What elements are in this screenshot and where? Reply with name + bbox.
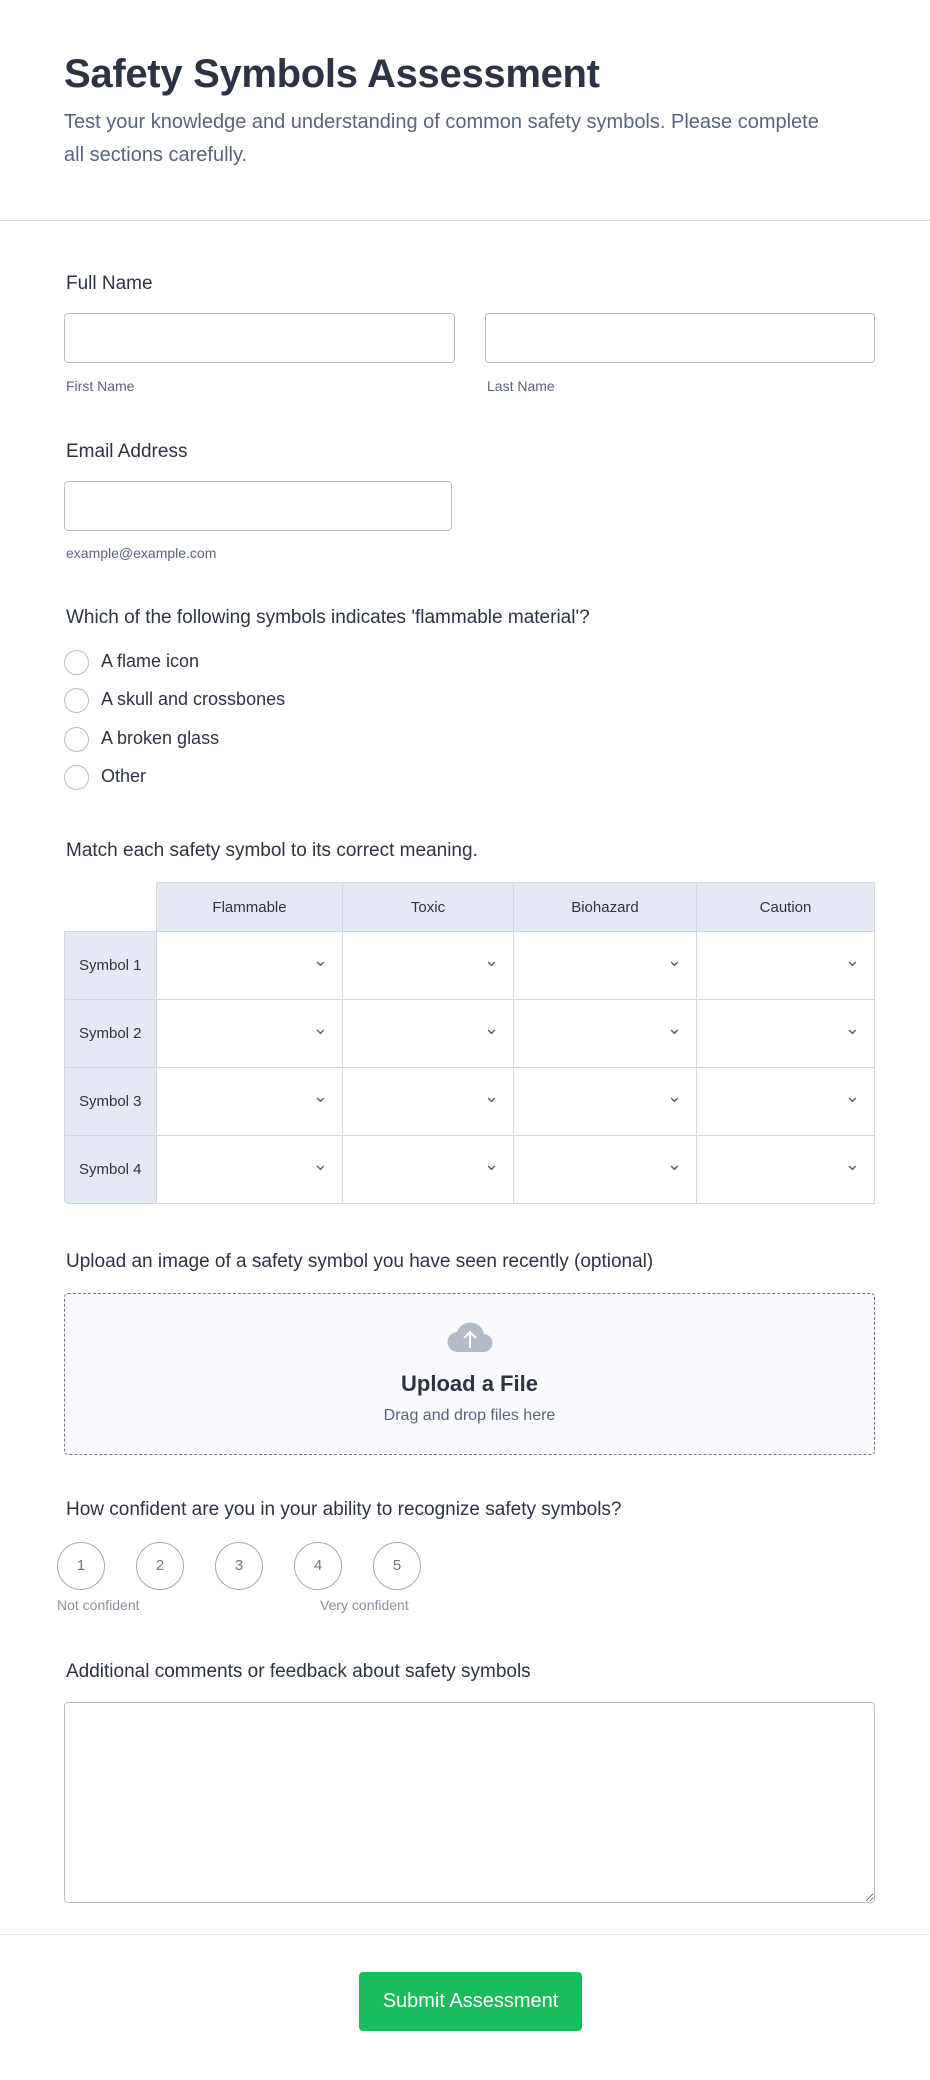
upload-hint: Drag and drop files here bbox=[383, 1407, 556, 1424]
chevron-down-icon: ⌄ bbox=[844, 1154, 860, 1174]
chevron-down-icon: ⌄ bbox=[483, 950, 499, 970]
chevron-down-icon: ⌄ bbox=[483, 1086, 499, 1106]
matrix-label: Match each safety symbol to its correct meaning. bbox=[66, 840, 478, 861]
radio-option-4[interactable] bbox=[64, 765, 89, 790]
chevron-down-icon: ⌄ bbox=[844, 950, 860, 970]
rating-min-label: Not confident bbox=[57, 1597, 140, 1613]
chevron-down-icon: ⌄ bbox=[666, 1018, 682, 1038]
email-input[interactable] bbox=[64, 481, 452, 531]
radio-option-label[interactable]: A flame icon bbox=[101, 651, 200, 671]
matrix-dropdown[interactable] bbox=[697, 1068, 875, 1136]
matrix-row bbox=[64, 1136, 875, 1204]
last-name-sublabel: Last Name bbox=[487, 378, 555, 394]
matrix-dropdown[interactable] bbox=[157, 1136, 343, 1204]
email-sublabel: example@example.com bbox=[66, 545, 217, 561]
chevron-down-icon: ⌄ bbox=[312, 1018, 328, 1038]
chevron-down-icon: ⌄ bbox=[844, 1086, 860, 1106]
rating-option-3[interactable]: 3 bbox=[215, 1542, 263, 1590]
matrix-corner bbox=[64, 882, 157, 932]
radio-option-1[interactable] bbox=[64, 650, 89, 675]
matrix-dropdown[interactable] bbox=[157, 1068, 343, 1136]
matrix-dropdown[interactable] bbox=[514, 932, 697, 1000]
matrix-dropdown[interactable] bbox=[343, 1000, 514, 1068]
rating-option-5[interactable]: 5 bbox=[373, 1542, 421, 1590]
last-name-input[interactable] bbox=[485, 313, 875, 363]
radio-option-label[interactable]: Other bbox=[101, 766, 147, 786]
question1-label: Which of the following symbols indicates 'flammable material'? bbox=[66, 607, 590, 628]
radio-option-label[interactable]: A broken glass bbox=[101, 728, 220, 748]
matrix-row-header: Symbol 4 bbox=[64, 1136, 157, 1204]
radio-option-3[interactable] bbox=[64, 727, 89, 752]
footer-divider bbox=[0, 1934, 930, 1935]
email-label: Email Address bbox=[66, 441, 188, 462]
chevron-down-icon: ⌄ bbox=[483, 1154, 499, 1174]
matrix-dropdown[interactable] bbox=[697, 1136, 875, 1204]
matrix-row bbox=[64, 1068, 875, 1136]
matrix-dropdown[interactable] bbox=[343, 932, 514, 1000]
first-name-sublabel: First Name bbox=[66, 378, 135, 394]
chevron-down-icon: ⌄ bbox=[312, 1086, 328, 1106]
rating-option-4[interactable]: 4 bbox=[294, 1542, 342, 1590]
matrix-column-header: Toxic bbox=[343, 882, 514, 932]
upload-label: Upload an image of a safety symbol you have seen recently (optional) bbox=[66, 1251, 654, 1272]
upload-title: Upload a File bbox=[401, 1371, 538, 1396]
matrix-column-header: Caution bbox=[697, 882, 875, 932]
chevron-down-icon: ⌄ bbox=[666, 1086, 682, 1106]
first-name-input[interactable] bbox=[64, 313, 455, 363]
matrix-dropdown[interactable] bbox=[343, 1136, 514, 1204]
matrix-dropdown[interactable] bbox=[514, 1136, 697, 1204]
matrix-dropdown[interactable] bbox=[697, 932, 875, 1000]
page-description: Test your knowledge and understanding of common safety symbols. Please complete all sections carefully. bbox=[64, 111, 819, 166]
matrix-dropdown[interactable] bbox=[514, 1000, 697, 1068]
rating-option-2[interactable]: 2 bbox=[136, 1542, 184, 1590]
matrix-row-header: Symbol 1 bbox=[64, 932, 157, 1000]
radio-option-2[interactable] bbox=[64, 688, 89, 713]
matrix-dropdown[interactable] bbox=[697, 1000, 875, 1068]
chevron-down-icon: ⌄ bbox=[312, 950, 328, 970]
comments-label: Additional comments or feedback about safety symbols bbox=[66, 1661, 531, 1682]
comments-textarea[interactable] bbox=[64, 1702, 875, 1903]
rating-max-label: Very confident bbox=[320, 1597, 409, 1613]
matrix-column-header: Biohazard bbox=[514, 882, 697, 932]
matrix-row bbox=[64, 1000, 875, 1068]
full-name-label: Full Name bbox=[66, 273, 153, 294]
matrix-dropdown[interactable] bbox=[157, 1000, 343, 1068]
matrix-table bbox=[64, 882, 875, 1204]
matrix-dropdown[interactable] bbox=[157, 932, 343, 1000]
matrix-row-header: Symbol 2 bbox=[64, 1000, 157, 1068]
submit-button[interactable]: Submit Assessment bbox=[359, 1972, 582, 2031]
matrix-row-header: Symbol 3 bbox=[64, 1068, 157, 1136]
matrix-column-header: Flammable bbox=[157, 882, 343, 932]
radio-option-label[interactable]: A skull and crossbones bbox=[101, 689, 286, 709]
confidence-label: How confident are you in your ability to recognize safety symbols? bbox=[66, 1499, 622, 1520]
matrix-dropdown[interactable] bbox=[343, 1068, 514, 1136]
chevron-down-icon: ⌄ bbox=[666, 950, 682, 970]
chevron-down-icon: ⌄ bbox=[844, 1018, 860, 1038]
cloud-upload-icon bbox=[446, 1320, 494, 1354]
header-divider bbox=[0, 220, 930, 221]
page-title: Safety Symbols Assessment bbox=[64, 52, 600, 96]
chevron-down-icon: ⌄ bbox=[312, 1154, 328, 1174]
chevron-down-icon: ⌄ bbox=[666, 1154, 682, 1174]
rating-option-1[interactable]: 1 bbox=[57, 1542, 105, 1590]
chevron-down-icon: ⌄ bbox=[483, 1018, 499, 1038]
file-upload-dropzone[interactable] bbox=[64, 1293, 875, 1455]
matrix-row bbox=[64, 932, 875, 1000]
matrix-dropdown[interactable] bbox=[514, 1068, 697, 1136]
